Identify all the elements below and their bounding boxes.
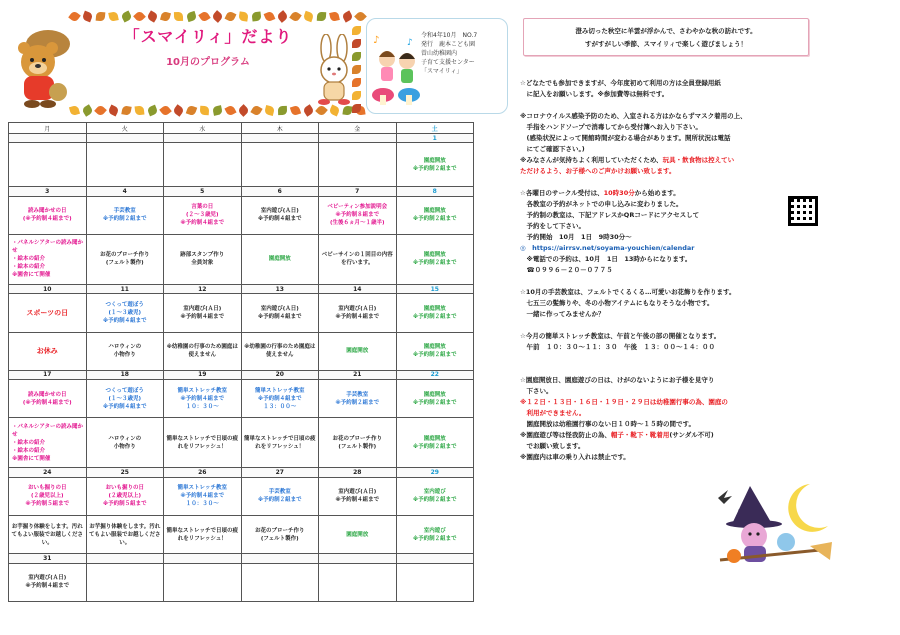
text-line: 予約をして下さい。 (520, 222, 585, 230)
leaf-decoration (276, 10, 289, 23)
leaf-decoration (354, 10, 367, 23)
leaf-decoration (290, 105, 301, 116)
calendar-event: 室内遊び(Ａ日) ※予約制４組まで (319, 294, 397, 332)
leaf-decoration (237, 104, 250, 117)
event-row (9, 143, 474, 187)
text-line: 午前 １０：３０～１１：３０ 午後 １３：００～１４：００ (520, 343, 715, 351)
calendar-event: おいも掘りの日 (２歳児以上) ※予約制５組まで (9, 477, 87, 515)
text-span: ☆各曜日のサークル受付は、 (520, 189, 604, 197)
weekday-mon: 月 (9, 123, 87, 134)
text-line: 予約開始 10月 1日 9時30分～ (520, 233, 632, 241)
event-row (9, 477, 474, 515)
halloween-witch-illustration (710, 476, 835, 576)
calendar-event: ハロウィンの 小物作り (86, 418, 164, 468)
calendar-event: 簡単なストレッチで日頃の疲れをリフレッシュ！ (241, 418, 319, 468)
day-number: 11 (86, 284, 164, 293)
info-line: 曽山幼稚園内 (421, 50, 458, 57)
day-number (86, 134, 164, 143)
leaf-decoration (303, 11, 314, 22)
calendar-event: 簡単ストレッチ教室 ※予約制４組まで １０：３０～ (164, 380, 242, 418)
notices-column (520, 18, 892, 463)
day-number: 19 (164, 370, 242, 379)
day-number: 18 (86, 370, 164, 379)
leaf-decoration (264, 11, 276, 23)
text-line: 園庭開放は幼稚園行事のない日１０時～１５時の間です。 (520, 420, 695, 428)
calendar-event: ハロウィンの 小物作り (86, 332, 164, 370)
calendar-event: ・パネルシアターの読み聞かせ ・絵本の紹介 ・絵本の紹介 ※園舎にて開催 (9, 418, 87, 468)
day-number: 13 (241, 284, 319, 293)
newsletter-header (8, 8, 508, 118)
calendar-event: お芋掘り体験をします。汚れてもよい服装でお越しください。 (86, 515, 164, 553)
calendar-empty-cell (164, 563, 242, 601)
calendar-event: 簡単なストレッチで日頃の疲れをリフレッシュ！ (164, 515, 242, 553)
calendar-event: 跡部スタンプ作り 全員対象 (164, 235, 242, 285)
leaf-decoration (289, 10, 302, 23)
leaf-decoration (159, 104, 172, 117)
day-number: 8 (396, 187, 474, 196)
calendar-event: 言葉の日 (２～３歳児) ※予約制４組まで (164, 196, 242, 234)
calendar-event: おいも掘りの日 (２歳児以上) ※予約制５組まで (86, 477, 164, 515)
text-line: にてご確認下さい。) (520, 145, 585, 153)
issuer-info (421, 31, 477, 76)
day-number: 26 (164, 468, 242, 477)
calendar-empty-cell (241, 563, 319, 601)
leaf-decoration (68, 10, 81, 23)
leaf-decoration (121, 105, 131, 115)
calendar-event: 室内遊び(Ａ日) ※予約制４組まで (164, 294, 242, 332)
stretch-class-note (520, 331, 892, 353)
day-number: 29 (396, 468, 474, 477)
text-line (520, 155, 892, 166)
calendar-empty-cell (9, 143, 87, 187)
day-number-row (9, 187, 474, 196)
calendar-event: 手芸教室 ※予約制２組まで (86, 196, 164, 234)
calendar-event: 園庭開放 ※予約制２組まで (396, 380, 474, 418)
text-line: 手指をハンドソープで消毒してから受付簿へお入り下さい。 (520, 123, 702, 131)
day-number: 3 (9, 187, 87, 196)
info-line: 「スマイリィ」 (421, 68, 463, 75)
text-line: ☆10月の手芸教室は、フェルトでくるくる…可愛いお花飾りを作ります。 (520, 288, 736, 296)
bear-illustration (12, 22, 82, 108)
calendar-event: 手芸教室 ※予約制２組まで (241, 477, 319, 515)
event-row (9, 196, 474, 234)
leaf-decoration (160, 11, 171, 22)
leaf-decoration (135, 106, 145, 116)
text-line (520, 188, 892, 199)
leaf-decoration (146, 10, 158, 22)
text-line: ☆どなたでも参加できますが、今年度初めて利用の方は全員登録用紙 (520, 79, 721, 87)
leaf-decoration (302, 104, 314, 116)
text-span: ※みなさんが気持ちよく利用していただくため、 (520, 156, 663, 164)
calendar-event: 室内遊び(Ａ日) ※予約制４組まで (9, 563, 87, 601)
text-span: (サンダル不可) (669, 431, 714, 439)
text-span-red: 10時30分 (603, 189, 635, 197)
qr-code (788, 196, 818, 226)
covid-note (520, 111, 892, 177)
text-line: ※コロナウイルス感染予防のため、入室される方はかならずマスク着用の上、 (520, 112, 747, 120)
day-number (241, 554, 319, 563)
day-number: 22 (396, 370, 474, 379)
text-span: ※園庭遊び等は怪我防止の為、 (520, 431, 611, 439)
text-line (520, 430, 892, 441)
calendar-event: 園庭開放 ※予約制２組まで (396, 418, 474, 468)
info-line: 令和4年10月 NO.7 (421, 32, 478, 39)
leaf-decoration (120, 10, 132, 22)
calendar-event: つくって遊ぼう (１～３歳児) ※予約制４組まで (86, 380, 164, 418)
leaf-decoration (96, 12, 106, 22)
text-span: から始めます。 (634, 189, 680, 197)
calendar-event: 手芸教室 ※予約制２組まで (319, 380, 397, 418)
calendar-event: お芋掘り体験をします。汚れてもよい服装でお越しください。 (9, 515, 87, 553)
calendar-event: 室内遊び(Ａ日) ※予約制４組まで (241, 294, 319, 332)
day-number: 27 (241, 468, 319, 477)
day-number-row (9, 468, 474, 477)
text-line: でお願い致します。 (520, 442, 585, 450)
issuer-info-card (366, 18, 508, 114)
calendar-event: スポーツの日 (9, 294, 87, 332)
calendar-event: 園庭開放 (319, 332, 397, 370)
greeting-notice (523, 18, 809, 56)
event-row (9, 380, 474, 418)
day-number: 4 (86, 187, 164, 196)
greeting-line-1: 澄み切った秋空に羊雲が浮かんで、さわやかな秋の訪れです。 (575, 27, 757, 35)
calendar-empty-cell (319, 143, 397, 187)
text-span-red: 帽子・靴下・靴着用 (610, 431, 670, 439)
leaf-decoration (198, 10, 210, 22)
calendar-event: 園庭開放 (319, 515, 397, 553)
calendar-event: 園庭開放 ※予約制２組まで (396, 235, 474, 285)
calendar-event: お花のブローチ作り (フェルト製作) (86, 235, 164, 285)
day-number-row (9, 554, 474, 563)
day-number: 25 (86, 468, 164, 477)
reservation-link[interactable]: ◎ https://airrsv.net/soyama-youchien/calendar (520, 244, 695, 252)
weekday-header-row (9, 123, 474, 134)
calendar-event: 室内遊び(Ａ日) ※予約制４組まで (241, 196, 319, 234)
calendar-event: お花のブローチ作り (フェルト製作) (241, 515, 319, 553)
day-number: 1 (396, 134, 474, 143)
info-line: 発行 鹿本こども園 (421, 41, 476, 48)
calendar-event: 読み聞かせの日 (※予約制４組まで) (9, 380, 87, 418)
leaf-decoration (315, 104, 328, 117)
newsletter-title: 「スマイリィ」だより (123, 27, 293, 46)
text-line: 一緒に作ってみませんか？ (520, 310, 605, 318)
day-number (241, 134, 319, 143)
calendar-event: 園庭開放 (241, 235, 319, 285)
leaf-decoration (341, 10, 353, 22)
text-line-red: ただけるよう、お子様へのご声かけお願い致します。 (520, 167, 676, 175)
calendar-event: 簡単ストレッチ教室 ※予約制４組まで １３：００～ (241, 380, 319, 418)
day-number-row (9, 284, 474, 293)
text-line-red: 利用ができません。 (520, 409, 586, 417)
day-number-row (9, 134, 474, 143)
event-row (9, 332, 474, 370)
calendar-event: 室内遊び ※予約制２組まで (396, 477, 474, 515)
text-line: 予約制の教室は、下記アドレスかQRコードにアクセスして (520, 211, 700, 219)
day-number: 10 (9, 284, 87, 293)
registration-note (520, 78, 892, 100)
day-number: 31 (9, 554, 87, 563)
day-number-row (9, 370, 474, 379)
calendar-event: 読み聞かせの日 (※予約制４組まで) (9, 196, 87, 234)
leaf-decoration (107, 104, 119, 116)
day-number: 17 (9, 370, 87, 379)
text-line: ※園庭内は車の乗り入れは禁止です。 (520, 453, 630, 461)
day-number (396, 554, 474, 563)
phone-number: ☎０９９６－２０－０７７５ (520, 266, 613, 274)
calendar-event: 園庭開放 ※予約制２組まで (396, 332, 474, 370)
calendar-empty-cell (241, 143, 319, 187)
leaf-decoration (317, 12, 326, 21)
leaf-decoration (186, 105, 198, 117)
calendar-event: 園庭開放 ※予約制２組まで (396, 196, 474, 234)
leaf-decoration (329, 11, 340, 22)
day-number (319, 134, 397, 143)
svg-text:♪: ♪ (373, 35, 380, 46)
leaf-decoration (200, 106, 210, 116)
day-number: 14 (319, 284, 397, 293)
leaf-decoration (278, 106, 287, 115)
leaf-decoration (174, 12, 183, 21)
event-row (9, 294, 474, 332)
leaf-decoration (250, 104, 262, 116)
calendar-event: ベビーサインの１回目の内容を行います。 (319, 235, 397, 285)
calendar-event: 室内遊び ※予約制２組まで (396, 515, 474, 553)
calendar-event: 園庭開放 ※予約制２組まで (396, 294, 474, 332)
day-number: 15 (396, 284, 474, 293)
weekday-tue: 火 (86, 123, 164, 134)
event-row (9, 515, 474, 553)
leaf-decoration (147, 105, 159, 117)
event-row (9, 235, 474, 285)
calendar-empty-cell (86, 563, 164, 601)
text-line: 下さい。 (520, 387, 553, 395)
title-area (98, 24, 318, 68)
day-number (164, 554, 242, 563)
text-line-red: ※１２日・１３日・１６日・１９日・２９日は幼稚園行事の為、園庭の (520, 398, 728, 406)
leaf-decoration (251, 11, 261, 21)
day-number: 12 (164, 284, 242, 293)
leaf-decoration (224, 104, 236, 116)
day-number: 6 (241, 187, 319, 196)
text-line: 七五三の髪飾りや、冬の小物アイテムにもなりそうな小物です。 (520, 299, 714, 307)
calendar-event: お休み (9, 332, 87, 370)
text-line: (感染状況によって開館時間が変わる場合があります。開所状況は電話 (520, 134, 731, 142)
day-number: 21 (319, 370, 397, 379)
day-number (164, 134, 242, 143)
text-line: ☆園庭開放日、園庭遊びの日は、けがのないようにお子様を見守り (520, 376, 715, 384)
calendar-event: 園庭開放 ※予約制２組まで (396, 143, 474, 187)
rabbit-illustration (308, 34, 360, 106)
calendar-empty-cell (319, 563, 397, 601)
yard-rules-note (520, 375, 892, 463)
october-calendar (8, 122, 474, 602)
day-number: 7 (319, 187, 397, 196)
children-illustration (371, 33, 421, 109)
svg-text:♪: ♪ (407, 38, 413, 48)
leaf-decoration (212, 105, 223, 116)
leaf-decoration (94, 104, 107, 117)
leaf-decoration (329, 105, 341, 117)
text-line: に記入をお願いします。※参加費等は無料です。 (520, 90, 669, 98)
day-number: 24 (9, 468, 87, 477)
weekday-sat: 土 (396, 123, 474, 134)
day-number (319, 554, 397, 563)
leaf-decoration (186, 11, 197, 22)
leaf-decoration (238, 11, 248, 21)
weekday-thu: 木 (241, 123, 319, 134)
calendar-event: ベビーティン参加説明会 ※予約制８組まで (生後６ヵ月～１歳半) (319, 196, 397, 234)
info-line: 子育て支援センター (421, 59, 475, 66)
leaf-decoration (81, 104, 93, 116)
leaf-decoration (225, 11, 237, 23)
leaf-decoration (82, 11, 94, 23)
calendar-event: 簡単ストレッチ教室 ※予約制４組まで １０：３０～ (164, 477, 242, 515)
text-line: 各教室の予約がネットでの申し込みに変わりました。 (520, 200, 683, 208)
text-line: ☆今月の簡単ストレッチ教室は、午前と午後の部の開催となります。 (520, 332, 721, 340)
leaf-decoration (133, 10, 146, 23)
leaf-decoration (108, 11, 119, 22)
circle-reception-note (520, 188, 892, 276)
greeting-line-2: すがすがしい季節、スマイリィで楽しく遊びましょう！ (585, 40, 747, 48)
leaf-decoration (264, 105, 275, 116)
text-span-red: 玩具・飲食物は控えてい (662, 156, 735, 164)
calendar-event: 簡単なストレッチで日頃の疲れをリフレッシュ！ (164, 418, 242, 468)
newsletter-subtitle: 10月のプログラム (166, 57, 250, 68)
weekday-wed: 水 (164, 123, 242, 134)
day-number: 28 (319, 468, 397, 477)
calendar-empty-cell (396, 563, 474, 601)
calendar-event: ・パネルシアターの読み聞かせ ・絵本の紹介 ・絵本の紹介 ※園舎にて開催 (9, 235, 87, 285)
day-number (9, 134, 87, 143)
event-row (9, 418, 474, 468)
leaf-decoration (211, 10, 224, 23)
calendar-empty-cell (164, 143, 242, 187)
calendar-event: 室内遊び(Ａ日) ※予約制４組まで (319, 477, 397, 515)
day-number: 20 (241, 370, 319, 379)
craft-class-note (520, 287, 892, 320)
calendar-event: お花のブローチ作り (フェルト製作) (319, 418, 397, 468)
day-number (86, 554, 164, 563)
calendar-event: ※幼稚園の行事のため園庭は使えません (241, 332, 319, 370)
calendar-event: つくって遊ぼう (１～３歳児) ※予約制４組まで (86, 294, 164, 332)
event-row (9, 563, 474, 601)
text-line: ※電話での予約は、10月 1日 13時からになります。 (520, 255, 692, 263)
calendar-empty-cell (86, 143, 164, 187)
day-number: 5 (164, 187, 242, 196)
weekday-fri: 金 (319, 123, 397, 134)
leaf-decoration (172, 104, 185, 117)
calendar-event: ※幼稚園の行事のため園庭は使えません (164, 332, 242, 370)
